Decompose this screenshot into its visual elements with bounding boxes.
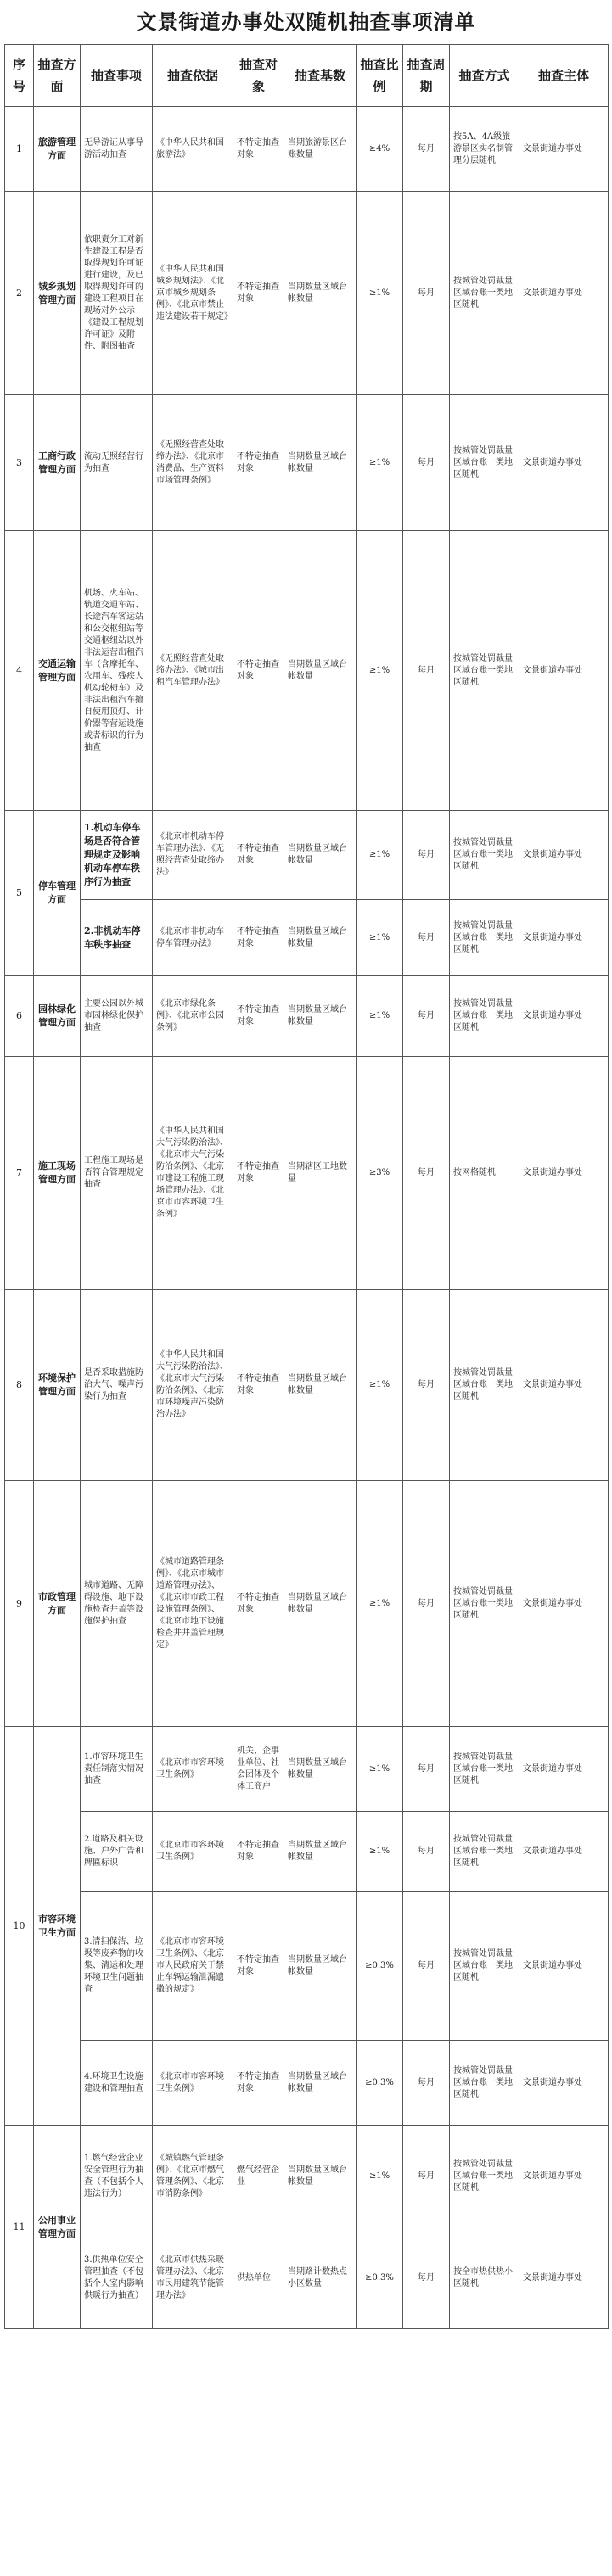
header-method: 抽查方式 [450,45,519,107]
row-base: 当期旅游景区台账数量 [284,107,357,192]
row-ratio: ≥1% [357,531,403,811]
header-item: 抽查事项 [81,45,153,107]
row-ratio: ≥1% [357,395,403,531]
row-ratio: ≥4% [357,107,403,192]
row-seq: 11 [5,2126,34,2329]
row-method: 按城管处罚裁量区域台账一类地区随机 [450,1892,519,2041]
header-target: 抽查对象 [233,45,284,107]
row-target: 机关、企事业单位、社会团体及个体工商户 [233,1727,284,1812]
inspection-table [4,44,609,2329]
row-base: 当期数量区域台帐数量 [284,1892,357,2041]
row-base: 当期数量区域台帐数量 [284,395,357,531]
row-subject: 文景街道办事处 [519,976,609,1057]
row-cycle: 每月 [403,1057,450,1290]
row-ratio: ≥1% [357,900,403,976]
row-item: 3.供热单位安全管理抽查（不包括个人室内影响供暖行为抽查） [81,2227,153,2329]
table-row [5,900,609,976]
row-cycle: 每月 [403,107,450,192]
table-row [5,107,609,192]
row-aspect: 工商行政管理方面 [34,395,81,531]
row-ratio: ≥3% [357,1057,403,1290]
header-ratio: 抽查比例 [357,45,403,107]
row-item: 1.燃气经营企业安全管理行为抽查（不包括个人违法行为） [81,2126,153,2227]
row-method: 按城管处罚裁量区域台账一类地区随机 [450,2126,519,2227]
row-aspect: 旅游管理方面 [34,107,81,192]
row-subject: 文景街道办事处 [519,531,609,811]
row-basis: 《中华人民共和国旅游法》 [153,107,233,192]
row-cycle: 每月 [403,811,450,900]
row-subject: 文景街道办事处 [519,2041,609,2126]
row-basis: 《城镇燃气管理条例》、《北京市燃气管理条例》、《北京市消防条例》 [153,2126,233,2227]
row-basis: 《北京市绿化条例》、《北京市公园条例》 [153,976,233,1057]
row-item: 2.非机动车停车秩序抽查 [81,900,153,976]
row-ratio: ≥1% [357,1290,403,1481]
row-subject: 文景街道办事处 [519,2227,609,2329]
table-row [5,2227,609,2329]
row-method: 按城管处罚裁量区域台账一类地区随机 [450,395,519,531]
row-target: 不特定抽查对象 [233,395,284,531]
row-aspect: 城乡规划管理方面 [34,192,81,395]
document-page [4,0,608,2329]
row-cycle: 每月 [403,1290,450,1481]
row-method: 按城管处罚裁量区域台账一类地区随机 [450,976,519,1057]
row-aspect: 停车管理方面 [34,811,81,976]
row-subject: 文景街道办事处 [519,192,609,395]
row-base: 当期数量区域台帐数量 [284,2126,357,2227]
row-cycle: 每月 [403,1481,450,1727]
row-ratio: ≥1% [357,811,403,900]
row-target: 不特定抽查对象 [233,1481,284,1727]
row-target: 不特定抽查对象 [233,2041,284,2126]
row-cycle: 每月 [403,1727,450,1812]
row-ratio: ≥0.3% [357,2227,403,2329]
row-basis: 《中华人民共和国大气污染防治法》、《北京市大气污染防治条例》、《北京市建设工程施工现场管理办法》、《北京市市容环境卫生条例》 [153,1057,233,1290]
row-aspect: 市容环境卫生方面 [34,1727,81,2126]
table-row [5,811,609,900]
row-target: 不特定抽查对象 [233,1812,284,1892]
row-target: 燃气经营企业 [233,2126,284,2227]
row-cycle: 每月 [403,2041,450,2126]
row-method: 按网格随机 [450,1057,519,1290]
row-seq: 2 [5,192,34,395]
row-target: 不特定抽查对象 [233,531,284,811]
table-header-row [5,45,609,107]
row-seq: 4 [5,531,34,811]
row-ratio: ≥0.3% [357,1892,403,2041]
row-ratio: ≥1% [357,1812,403,1892]
header-basis: 抽查依据 [153,45,233,107]
row-method: 按城管处罚裁量区域台账一类地区随机 [450,2041,519,2126]
row-item: 3.清扫保洁、垃圾等废弃物的收集、清运和处理环境卫生问题抽查 [81,1892,153,2041]
row-item: 依职责分工对新生建设工程是否取得规划许可证进行建设，及已取得规划许可的建设工程项目在现场对外公示《建设工程规划许可证》及附件、附图抽查 [81,192,153,395]
row-cycle: 每月 [403,2126,450,2227]
row-ratio: ≥1% [357,2126,403,2227]
row-target: 不特定抽查对象 [233,107,284,192]
row-subject: 文景街道办事处 [519,1727,609,1812]
row-subject: 文景街道办事处 [519,2126,609,2227]
row-seq: 8 [5,1290,34,1481]
row-ratio: ≥1% [357,1481,403,1727]
row-method: 按5A、4A级旅游景区实名制管理分层随机 [450,107,519,192]
row-item: 2.道路及相关设施、户外广告和牌匾标识 [81,1812,153,1892]
row-base: 当期数量区域台帐数量 [284,976,357,1057]
row-cycle: 每月 [403,976,450,1057]
table-row [5,1057,609,1290]
row-item: 1.机动车停车场是否符合管理规定及影响机动车停车秩序行为抽查 [81,811,153,900]
row-subject: 文景街道办事处 [519,1812,609,1892]
row-subject: 文景街道办事处 [519,900,609,976]
row-cycle: 每月 [403,900,450,976]
row-subject: 文景街道办事处 [519,1057,609,1290]
table-row [5,531,609,811]
row-aspect: 公用事业管理方面 [34,2126,81,2329]
row-seq: 1 [5,107,34,192]
row-cycle: 每月 [403,1812,450,1892]
header-seq: 序号 [5,45,34,107]
row-item: 机场、火车站、轨道交通车站、长途汽车客运站和公交枢纽站等交通枢纽站以外非法运营出租汽车（含摩托车、农用车、残疾人机动轮椅车）及非法出租汽车擅自使用顶灯、计价器等营运设施或者标识的行为抽查 [81,531,153,811]
row-target: 不特定抽查对象 [233,1057,284,1290]
row-item: 4.环境卫生设施建设和管理抽查 [81,2041,153,2126]
header-aspect: 抽查方面 [34,45,81,107]
row-item: 城市道路、无障碍设施、地下设施检查井盖等设施保护抽查 [81,1481,153,1727]
row-base: 当期数量区域台帐数量 [284,1481,357,1727]
row-item: 主要公园以外城市园林绿化保护抽查 [81,976,153,1057]
row-seq: 9 [5,1481,34,1727]
row-basis: 《北京市机动车停车管理办法》、《无照经营查处取缔办法》 [153,811,233,900]
row-aspect: 市政管理方面 [34,1481,81,1727]
row-target: 不特定抽查对象 [233,1290,284,1481]
row-ratio: ≥1% [357,1727,403,1812]
table-row [5,192,609,395]
row-subject: 文景街道办事处 [519,107,609,192]
row-item: 1.市容环境卫生责任制落实情况抽查 [81,1727,153,1812]
table-row [5,1892,609,2041]
row-basis: 《北京市市容环境卫生条例》、《北京市人民政府关于禁止车辆运输泄漏遗撒的规定》 [153,1892,233,2041]
row-cycle: 每月 [403,1892,450,2041]
row-seq: 6 [5,976,34,1057]
table-row [5,395,609,531]
row-base: 当期辖区工地数量 [284,1057,357,1290]
row-subject: 文景街道办事处 [519,811,609,900]
row-base: 当期数量区域台帐数量 [284,531,357,811]
document-title: 文景街道办事处双随机抽查事项清单 [136,9,476,34]
row-base: 当期数量区域台帐数量 [284,900,357,976]
table-row [5,976,609,1057]
row-basis: 《北京市市容环境卫生条例》 [153,1727,233,1812]
row-basis: 《北京市供热采暖管理办法》、《北京市民用建筑节能管理办法》 [153,2227,233,2329]
row-method: 按城管处罚裁量区域台账一类地区随机 [450,1727,519,1812]
row-base: 当期数量区域台帐数量 [284,2041,357,2126]
row-ratio: ≥1% [357,976,403,1057]
row-subject: 文景街道办事处 [519,395,609,531]
header-base: 抽查基数 [284,45,357,107]
row-ratio: ≥0.3% [357,2041,403,2126]
row-base: 当期数量区域台帐数量 [284,1290,357,1481]
row-base: 当期数量区域台帐数量 [284,1727,357,1812]
row-subject: 文景街道办事处 [519,1892,609,2041]
row-aspect: 施工现场管理方面 [34,1057,81,1290]
row-target: 不特定抽查对象 [233,900,284,976]
row-base: 当期路计数热点小区数量 [284,2227,357,2329]
row-method: 按城管处罚裁量区域台账一类地区随机 [450,1290,519,1481]
row-cycle: 每月 [403,395,450,531]
row-target: 不特定抽查对象 [233,1892,284,2041]
row-target: 不特定抽查对象 [233,976,284,1057]
row-seq: 10 [5,1727,34,2126]
row-item: 是否采取措施防治大气、噪声污染行为抽查 [81,1290,153,1481]
row-seq: 7 [5,1057,34,1290]
table-row [5,1812,609,1892]
row-target: 供热单位 [233,2227,284,2329]
row-basis: 《北京市市容环境卫生条例》 [153,2041,233,2126]
row-basis: 《北京市市容环境卫生条例》 [153,1812,233,1892]
row-aspect: 交通运输管理方面 [34,531,81,811]
row-method: 按城管处罚裁量区域台账一类地区随机 [450,811,519,900]
row-ratio: ≥1% [357,192,403,395]
row-item: 无导游证从事导游活动抽查 [81,107,153,192]
row-basis: 《北京市非机动车停车管理办法》 [153,900,233,976]
row-method: 按城管处罚裁量区域台账一类地区随机 [450,192,519,395]
row-seq: 3 [5,395,34,531]
row-basis: 《中华人民共和国城乡规划法》、《北京市城乡规划条例》、《北京市禁止违法建设若干规定》 [153,192,233,395]
row-target: 不特定抽查对象 [233,192,284,395]
row-base: 当期数量区域台帐数量 [284,1812,357,1892]
row-target: 不特定抽查对象 [233,811,284,900]
row-method: 按城管处罚裁量区域台账一类地区随机 [450,1481,519,1727]
row-subject: 文景街道办事处 [519,1290,609,1481]
row-base: 当期数量区域台帐数量 [284,811,357,900]
table-row [5,2041,609,2126]
row-base: 当期数量区域台帐数量 [284,192,357,395]
row-item: 工程施工现场是否符合管理规定抽查 [81,1057,153,1290]
header-subject: 抽查主体 [519,45,609,107]
row-basis: 《无照经营查处取缔办法》、《北京市消费品、生产资料市场管理条例》 [153,395,233,531]
row-method: 按城管处罚裁量区域台账一类地区随机 [450,900,519,976]
row-cycle: 每月 [403,531,450,811]
row-method: 按全市热供热小区随机 [450,2227,519,2329]
row-aspect: 园林绿化管理方面 [34,976,81,1057]
row-basis: 《中华人民共和国大气污染防治法》、《北京市大气污染防治条例》、《北京市环境噪声污染防治办法》 [153,1290,233,1481]
table-row [5,1481,609,1727]
table-row [5,2126,609,2227]
row-method: 按城管处罚裁量区域台账一类地区随机 [450,531,519,811]
row-method: 按城管处罚裁量区域台账一类地区随机 [450,1812,519,1892]
row-seq: 5 [5,811,34,976]
row-basis: 《无照经营查处取缔办法》、《城市出租汽车管理办法》 [153,531,233,811]
row-cycle: 每月 [403,2227,450,2329]
row-basis: 《城市道路管理条例》、《北京市城市道路管理办法》、《北京市市政工程设施管理条例》、《北京市地下设施检查井井盖管理规定》 [153,1481,233,1727]
row-item: 流动无照经营行为抽查 [81,395,153,531]
table-row [5,1290,609,1481]
header-cycle: 抽查周期 [403,45,450,107]
row-subject: 文景街道办事处 [519,1481,609,1727]
table-row [5,1727,609,1812]
row-cycle: 每月 [403,192,450,395]
row-aspect: 环境保护管理方面 [34,1290,81,1481]
